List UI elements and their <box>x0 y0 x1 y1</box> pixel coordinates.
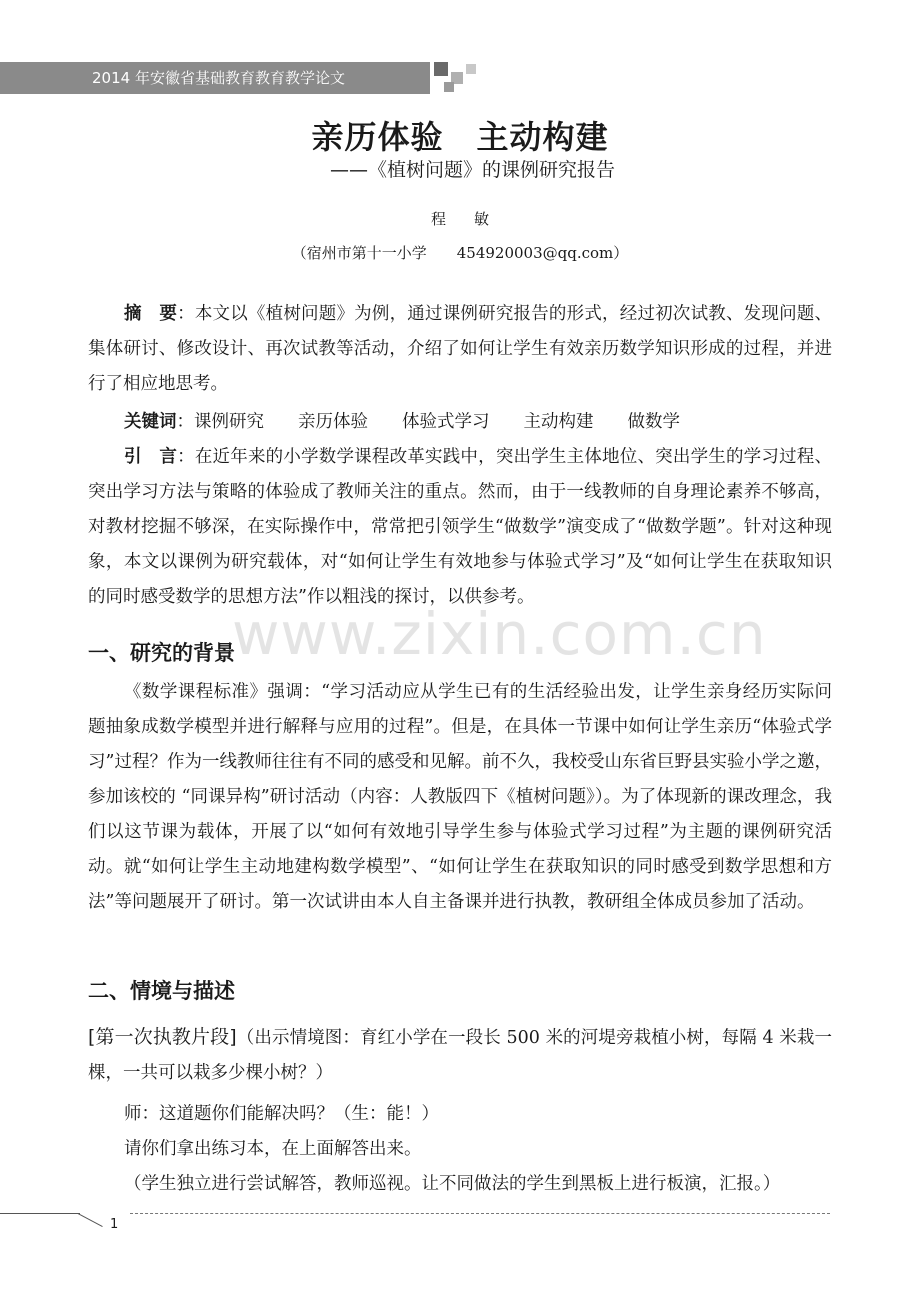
watermark: www.zixin.com.cn <box>232 600 767 668</box>
header-banner: 2014 年安徽省基础教育教育教学论文 <box>0 62 430 94</box>
intro-paragraph <box>88 440 832 615</box>
page-number: 1 <box>110 1217 119 1232</box>
segment-text: （出示情境图：育红小学在一段长 500 米的河堤旁栽植小树，每隔 4 米栽一棵，一共可以栽多少棵小树？） <box>88 1028 832 1083</box>
abstract-text: ：本文以《植树问题》为例，通过课例研究报告的形式，经过初次试教、发现问题、集体研讨、修改设计、再次试教等活动，介绍了如何让学生有效亲历数学知识形成的过程，并进行了相应地思考。 <box>88 304 833 394</box>
page-title: 亲历体验 主动构建 <box>311 118 609 156</box>
segment-label: [第一次执教片段] <box>88 1026 237 1048</box>
keyword-item: 做数学 <box>627 412 680 432</box>
background-paragraph: 《数学课程标准》强调：“学习活动应从学生已有的生活经验出发，让学生亲身经历实际问题抽象成数学模型并进行解释与应用的过程”。但是，在具体一节课中如何让学生亲历“体验式学习”过程？作为一线教师往往有不同的感受和见解。前不久，我校受山东省巨野县实验小学之邀，参加该校的 “同课异构”研讨活动（内容：人教版四下《植树问题》）。为了体现新的课改理念，我们以这节课为载体，开展了以“如何有效地引导学生参与体验式学习过程”为主题的课例研究活动。就“如何让学生主动地建构数学模型”、“如何让学生在获取知识的同时感受到数学思想和方法”等问题展开了研讨。第一次试讲由本人自主备课并进行执教，教研组全体成员参加了活动。 <box>88 682 832 912</box>
abstract-label: 摘 要 <box>124 304 178 324</box>
keyword-item: 课例研究 <box>194 412 264 432</box>
author-name: 程敏 <box>430 210 517 228</box>
decor-square <box>466 64 476 74</box>
intro-text: ：在近年来的小学数学课程改革实践中，突出学生主体地位、突出学生的学习过程、突出学习方法与策略的体验成了教师关注的重点。然而，由于一线教师的自身理论素养不够高，对教材挖掘不够深，在实际操作中，常常把引领学生“做数学”演变成了“做数学题”。针对这种现象，本文以课例为研究载体，对“如何让学生有效地参与体验式学习”及“如何让学生在获取知识的同时感受数学的思想方法”作以粗浅的探讨，以供参考。 <box>88 447 833 607</box>
keywords-paragraph <box>88 405 832 440</box>
keyword-item: 主动构建 <box>523 412 594 432</box>
intro-label: 引 言 <box>124 447 178 467</box>
affiliation-school: （宿州市第十一小学 <box>291 244 427 262</box>
affiliation-email: 454920003@qq.com） <box>456 244 629 262</box>
decor-square <box>444 82 454 92</box>
segment-paragraph <box>88 1020 832 1091</box>
section-heading-scenario: 二、情境与描述 <box>88 979 235 1003</box>
decor-square <box>434 62 448 76</box>
section-heading-background: 一、研究的背景 <box>88 641 235 665</box>
keyword-item: 体验式学习 <box>402 412 490 432</box>
keyword-item: 亲历体验 <box>298 412 368 432</box>
footer-dashed-rule <box>130 1213 830 1214</box>
page-subtitle: ——《植树问题》的课例研究报告 <box>330 159 616 181</box>
author-affiliation <box>0 242 920 263</box>
abstract-paragraph <box>88 297 832 402</box>
keywords-colon: ： <box>176 412 194 432</box>
footer-rule-diagonal <box>78 1213 103 1227</box>
dialogue-line: 师：这道题你们能解决吗？（生：能！） <box>124 1104 439 1124</box>
keywords-label: 关键词 <box>124 412 177 432</box>
dialogue-line: （学生独立进行尝试解答，教师巡视。让不同做法的学生到黑板上进行板演，汇报。） <box>124 1174 781 1194</box>
dialogue-line: 请你们拿出练习本，在上面解答出来。 <box>124 1139 422 1159</box>
footer-rule <box>0 1213 80 1214</box>
